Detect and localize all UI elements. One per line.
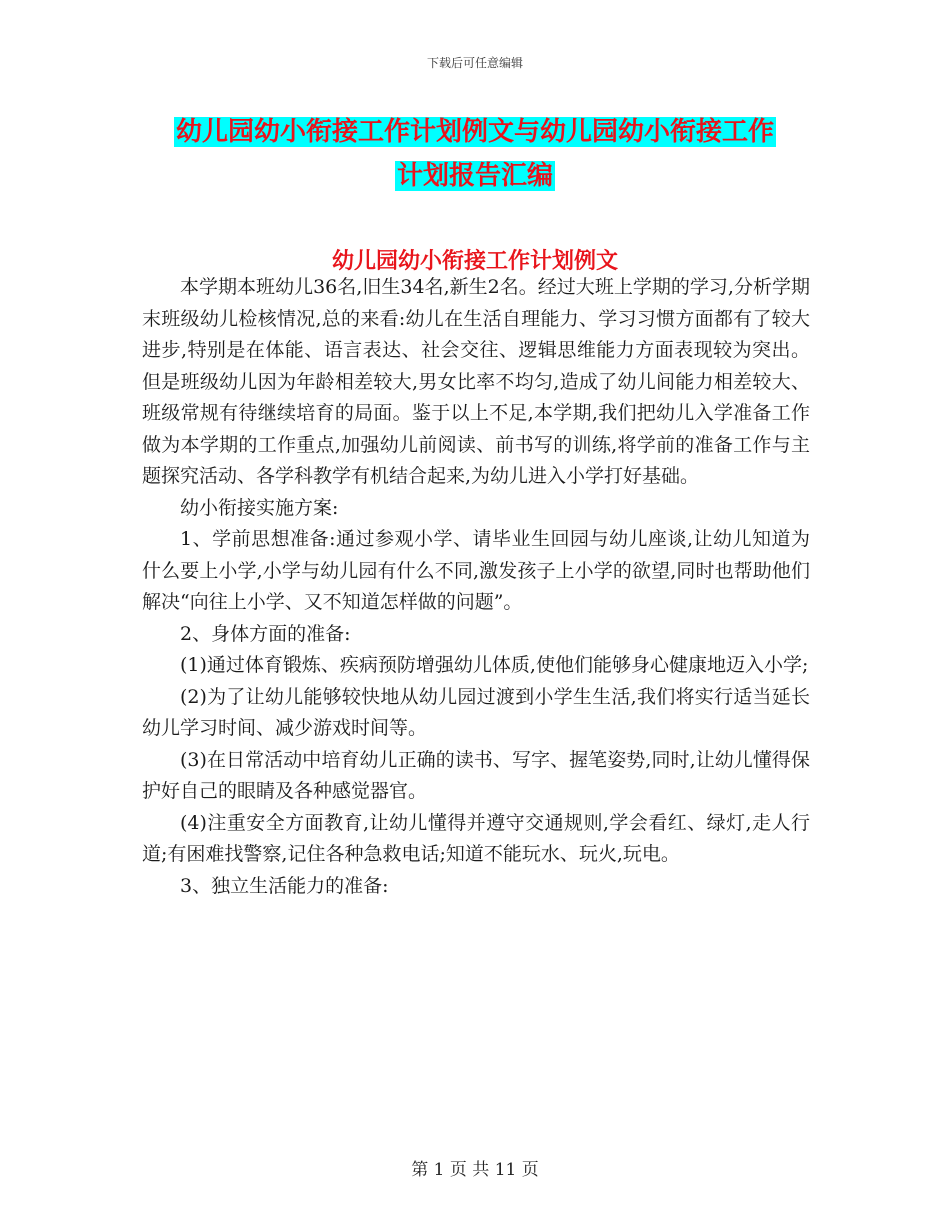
paragraph-subitem-2: (2)为了让幼儿能够较快地从幼儿园过渡到小学生生活,我们将实行适当延长幼儿学习时间、减少游戏时间等。 (142, 685, 810, 739)
document-body (142, 272, 810, 902)
header-note: 下载后可任意编辑 (426, 56, 523, 70)
paragraph-item-1: 1、学前思想准备:通过参观小学、请毕业生回园与幼儿座谈,让幼儿知道为什么要上小学,小学与幼儿园有什么不同,激发孩子上小学的欲望,同时也帮助他们解决“向往上小学、又不知道怎样做的问题”。 (142, 528, 810, 613)
paragraph-item-2: 2、身体方面的准备: (180, 622, 351, 645)
paragraph-item-3: 3、独立生活能力的准备: (180, 874, 389, 897)
document-title-line-2: 计划报告汇编 (396, 161, 553, 191)
document-title-line-1: 幼儿园幼小衔接工作计划例文与幼儿园幼小衔接工作 (175, 117, 774, 147)
paragraph-plan-heading: 幼小衔接实施方案: (180, 496, 339, 519)
document-title (130, 110, 820, 198)
page-number: 第 1 页 共 11 页 (411, 1160, 539, 1180)
paragraph-intro: 本学期本班幼儿36名,旧生34名,新生2名。经过大班上学期的学习,分析学期末班级幼儿检核情况,总的来看:幼儿在生活自理能力、学习习惯方面都有了较大进步,特别是在体能、语言表达、社会交往、逻辑思维能力方面表现较为突出。但是班级幼儿因为年龄相差较大,男女比率不均匀,造成了幼儿间能力相差较大、班级常规有待继续培育的局面。鉴于以上不足,本学期,我们把幼儿入学准备工作做为本学期的工作重点,加强幼儿前阅读、前书写的训练,将学前的准备工作与主题探究活动、各学科教学有机结合起来,为幼儿进入小学打好基础。 (142, 276, 810, 487)
section-title: 幼儿园幼小衔接工作计划例文 (331, 249, 618, 274)
paragraph-subitem-3: (3)在日常活动中培育幼儿正确的读书、写字、握笔姿势,同时,让幼儿懂得保护好自己的眼睛及各种感觉器官。 (142, 748, 810, 802)
paragraph-subitem-4: (4)注重安全方面教育,让幼儿懂得并遵守交通规则,学会看红、绿灯,走人行道;有困难找警察,记住各种急救电话;知道不能玩水、玩火,玩电。 (142, 811, 810, 865)
paragraph-subitem-1: (1)通过体育锻炼、疾病预防增强幼儿体质,使他们能够身心健康地迈入小学; (180, 654, 809, 676)
